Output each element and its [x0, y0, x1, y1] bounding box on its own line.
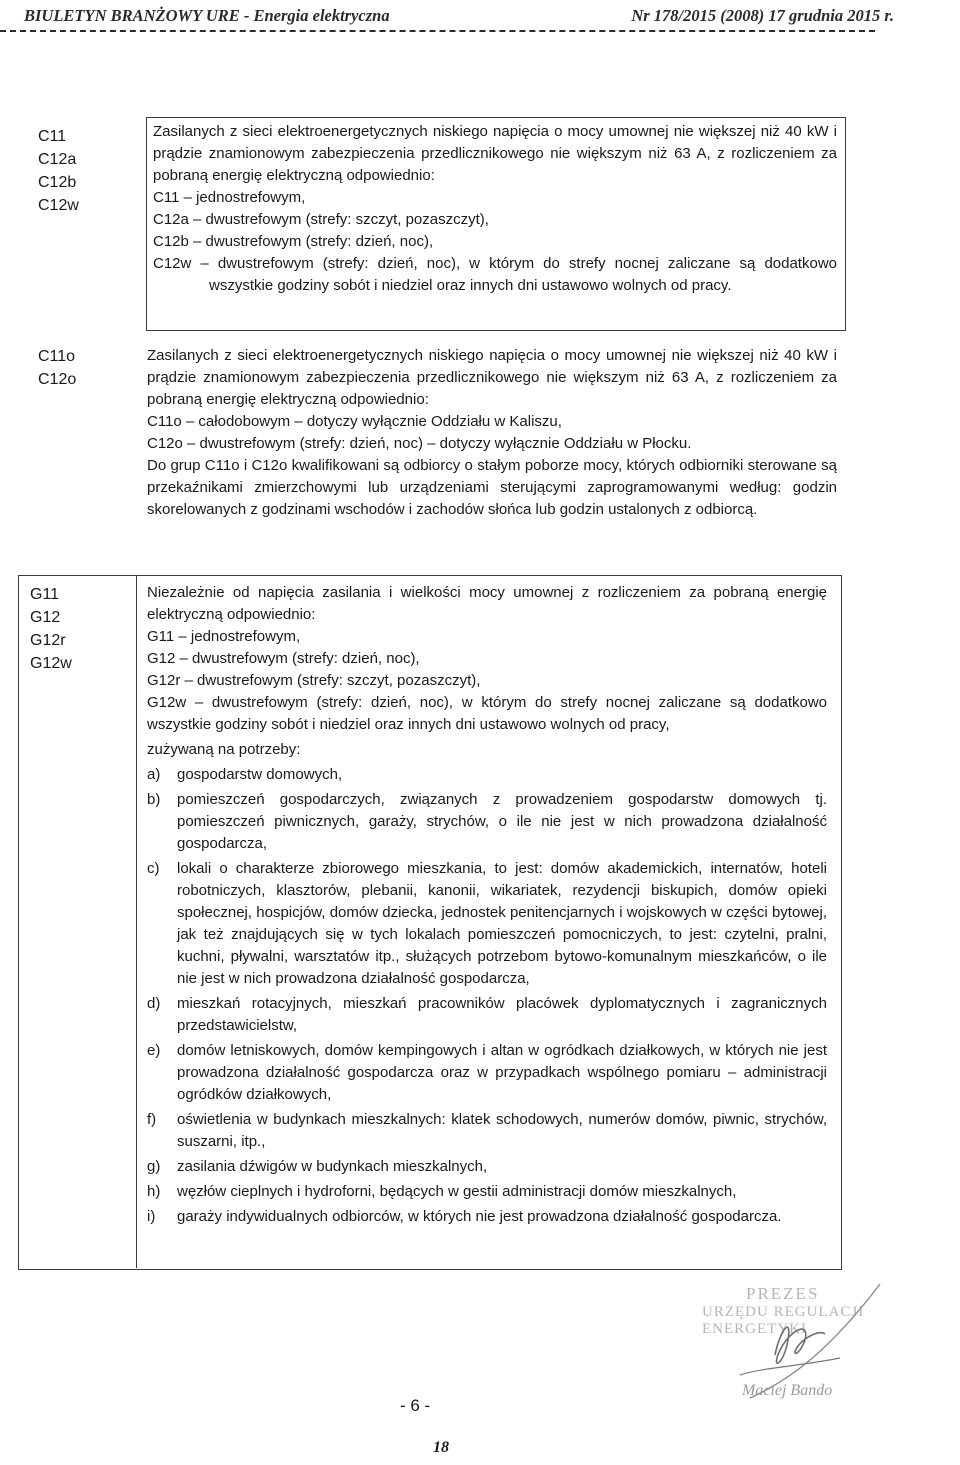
- signatory-name: Maciej Bando: [742, 1382, 833, 1399]
- list-letter: h): [147, 1183, 161, 1200]
- description-intro: Zasilanych z sieci elektroenergetycznych niskiego napięcia o mocy umownej nie większej niż 40 kW i prądzie znamionowym zabezpieczenia przedlicznikowego nie większym niż 63 A, z rozliczeniem za pobraną energię elektryczną odpowiednio:: [153, 123, 837, 184]
- list-letter: c): [147, 860, 160, 877]
- description-intro: Niezależnie od napięcia zasilania i wielkości mocy umownej z rozliczeniem za pobraną energię elektryczną odpowiednio:: [147, 584, 827, 623]
- description-line: C12a – dwustrefowym (strefy: szczyt, pozaszczyt),: [153, 211, 489, 228]
- tariff-description-c: [153, 121, 837, 297]
- stamp-title: PREZES: [746, 1284, 820, 1303]
- tariff-description-co: [147, 345, 837, 521]
- tariff-code: C12a: [38, 151, 77, 168]
- list-item: [147, 764, 827, 786]
- list-letter: e): [147, 1042, 161, 1059]
- description-line: C11 – jednostrefowym,: [153, 189, 306, 206]
- list-item: [147, 858, 827, 990]
- description-line: C12w – dwustrefowym (strefy: dzień, noc), w którym do strefy nocnej zaliczane są dodatkowo wszystkie godziny sobót i niedziel oraz innych dni ustawowo wolnych od pracy.: [153, 255, 837, 294]
- tariff-code: C12o: [38, 371, 77, 388]
- description-line: G11 – jednostrefowym,: [147, 628, 301, 645]
- list-text: pomieszczeń gospodarczych, związanych z prowadzeniem gospodarstw domowych tj. pomieszczeń piwnicznych, garaży, strychów, o ile nie jest w nich prowadzona działalność gospodarcza,: [177, 791, 827, 852]
- official-stamp: [680, 1280, 910, 1410]
- tariff-code: C12b: [38, 174, 77, 191]
- description-line: G12w – dwustrefowym (strefy: dzień, noc), w którym do strefy nocnej zaliczane są dodatkowo wszystkie godziny sobót i niedziel oraz innych dni ustawowo wolnych od pracy,: [147, 694, 827, 733]
- tariff-code: G12w: [30, 655, 72, 672]
- tariff-code: C12w: [38, 197, 79, 214]
- description-note: Do grup C11o i C12o kwalifikowani są odbiorcy o stałym poborze mocy, których odbiorniki sterowane są przekaźnikami zmierzchowymi lub urządzeniami sterującymi zaprogramowanymi według: godzin skorelowanych z godzinami wschodów i zachodów słońca lub godzin ustalonych z odbiorcą.: [147, 457, 837, 518]
- description-line: C11o – całodobowym – dotyczy wyłącznie Oddziału w Kaliszu,: [147, 413, 562, 430]
- tariff-description-g: [147, 582, 827, 1228]
- page-number: - 6 -: [400, 1396, 431, 1415]
- header-rule: [0, 30, 875, 32]
- bulletin-title: BIULETYN BRANŻOWY URE - Energia elektryczna: [24, 6, 390, 25]
- list-text: domów letniskowych, domów kempingowych i altan w ogródkach działkowych, w których nie jest prowadzona działalność gospodarcza oraz w przypadkach wspólnego pomiaru – administracji ogródków działkowych,: [177, 1042, 827, 1103]
- list-letter: g): [147, 1158, 161, 1175]
- footer-number: 18: [433, 1439, 449, 1456]
- description-intro: Zasilanych z sieci elektroenergetycznych niskiego napięcia o mocy umownej nie większej niż 40 kW i prądzie znamionowym zabezpieczenia przedlicznikowego nie większym niż 63 A, z rozliczeniem za pobraną energię elektryczną odpowiednio:: [147, 347, 837, 408]
- description-line: C12b – dwustrefowym (strefy: dzień, noc),: [153, 233, 434, 250]
- list-text: lokali o charakterze zbiorowego mieszkania, to jest: domów akademickich, internatów, hoteli robotniczych, klasztorów, plebanii, kanonii, wikariatek, rezydencji biskupich, domów opieki społecznej, hospicjów, domów dziecka, jednostek penitencjarnych i wojskowych w części bytowej, jak też znajdujących się w tych lokalach pomieszczeń pomocniczych, to jest: czytelni, pralni, kuchni, pływalni, warsztatów itp., służących potrzebom bytowo-komunalnym mieszkańców, o ile nie jest w nich prowadzona działalność gospodarcza,: [177, 860, 827, 987]
- list-item: [147, 1156, 827, 1178]
- list-item: [147, 1109, 827, 1153]
- description-line: G12r – dwustrefowym (strefy: szczyt, pozaszczyt),: [147, 672, 481, 689]
- tariff-code: G12: [30, 609, 61, 626]
- list-item: [147, 789, 827, 855]
- list-text: węzłów cieplnych i hydroforni, będących w gestii administracji domów mieszkalnych,: [177, 1183, 737, 1200]
- list-letter: a): [147, 766, 161, 783]
- list-letter: d): [147, 995, 161, 1012]
- list-letter: f): [147, 1111, 157, 1128]
- list-letter: b): [147, 791, 161, 808]
- list-text: garaży indywidualnych odbiorców, w których nie jest prowadzona działalność gospodarcza.: [177, 1208, 782, 1225]
- tariff-code: G12r: [30, 632, 66, 649]
- list-item: [147, 1181, 827, 1203]
- list-item: [147, 993, 827, 1037]
- column-divider: [136, 575, 137, 1268]
- stamp-office: URZĘDU REGULACJI ENERGETYKI: [702, 1304, 865, 1337]
- list-item: [147, 1206, 827, 1228]
- description-line: G12 – dwustrefowym (strefy: dzień, noc),: [147, 650, 420, 667]
- list-text: zasilania dźwigów w budynkach mieszkalnych,: [177, 1158, 488, 1175]
- bulletin-issue: Nr 178/2015 (2008) 17 grudnia 2015 r.: [631, 6, 894, 25]
- tariff-code: C11o: [38, 348, 76, 365]
- tariff-codes-co: [38, 345, 76, 391]
- tariff-code: C11: [38, 128, 67, 145]
- list-letter: i): [147, 1208, 156, 1225]
- tariff-codes-c: [38, 125, 79, 217]
- list-text: oświetlenia w budynkach mieszkalnych: klatek schodowych, numerów domów, piwnic, strychów, suszarni, itp.,: [177, 1111, 827, 1150]
- description-line: C12o – dwustrefowym (strefy: dzień, noc) – dotyczy wyłącznie Oddziału w Płocku.: [147, 435, 692, 452]
- description-line: zużywaną na potrzeby:: [147, 741, 301, 758]
- tariff-code: G11: [30, 586, 60, 603]
- list-text: mieszkań rotacyjnych, mieszkań pracowników placówek dyplomatycznych i zagranicznych przedstawicielstw,: [177, 995, 827, 1034]
- list-text: gospodarstw domowych,: [177, 766, 343, 783]
- list-item: [147, 1040, 827, 1106]
